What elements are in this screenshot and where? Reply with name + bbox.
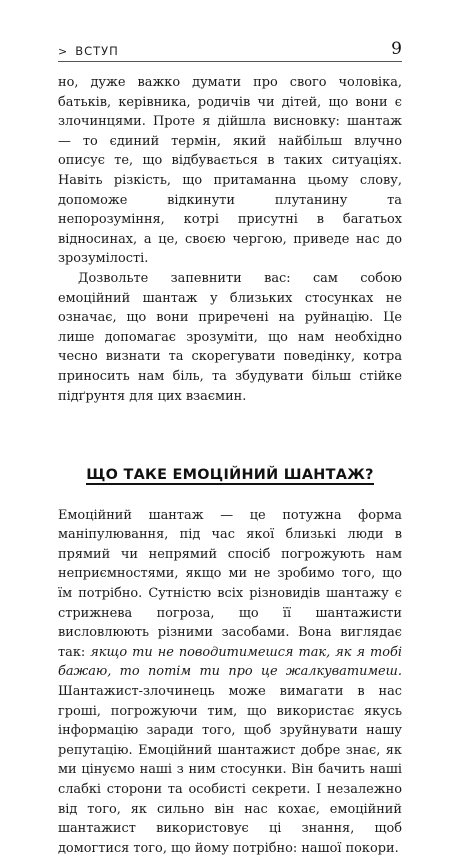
italic-quote: якщо ти не поводитимешся так, як я тобі бажаю, то потім ти про це жалкуватимеш. <box>58 644 402 680</box>
section-heading: ЩО ТАКЕ ЕМОЦІЙНИЙ ШАНТАЖ? <box>86 467 374 484</box>
running-title <box>58 44 119 58</box>
page-body <box>58 73 402 858</box>
paragraph-continued: но, дуже важко думати про свого чоловіка, батьків, керівника, родичів чи дітей, що вони є злочинцями. Проте я дійшла висновку: шантаж — то єдиний термін, який найбільш влучно описує те, що відбувається в таких ситуаціях. Навіть різкість, що притаманна цьому слову, допоможе відкинути плутанину та непорозуміння, котрі присутні в багатьох відносинах, а це, своєю чергою, приведе нас до зрозумілості. <box>58 75 402 267</box>
chapter-title: ВСТУП <box>75 44 119 58</box>
running-header <box>58 36 402 62</box>
paragraph-text: Шантажист-злочинець може вимагати в нас гроші, погрожуючи тим, що використає якусь інформацію заради того, щоб зруйнувати нашу репутацію. Емоційний шантажист добре знає, як ми цінуємо наші з ним стосунки. Він бачить наші слабкі сторони та особисті секрети. І незалежно від того, як сильно він нас кохає, емоційний шантажист використовує ці знання, щоб домогтися того, що йому потрібно: нашої покори. <box>58 684 402 856</box>
chevron-right-icon: > <box>58 44 69 58</box>
page-number: 9 <box>391 39 402 59</box>
paragraph: Дозвольте запевнити вас: сам собою емоційний шантаж у близьких стосунках не означає, що вони приречені на руйнацію. Це лише допомагає зрозуміти, що нам необхідно чесно визнати та скорегувати поведінку, котра приносить нам біль, та збудувати більш стійке підґрунтя для цих взаємин. <box>58 270 402 404</box>
paragraph-text: Емоційний шантаж — це потужна форма маніпулювання, під час якої близькі люди в прямий чи непрямий спосіб погрожують нам неприємностями, якщо ми не зробимо того, що їм потрібно. Сутністю всіх різновидів шантажу є стрижнева погроза, що її шантажисти висловлюють різними засобами. Вона виглядає так: <box>58 507 402 660</box>
paragraph-definition <box>58 506 402 858</box>
